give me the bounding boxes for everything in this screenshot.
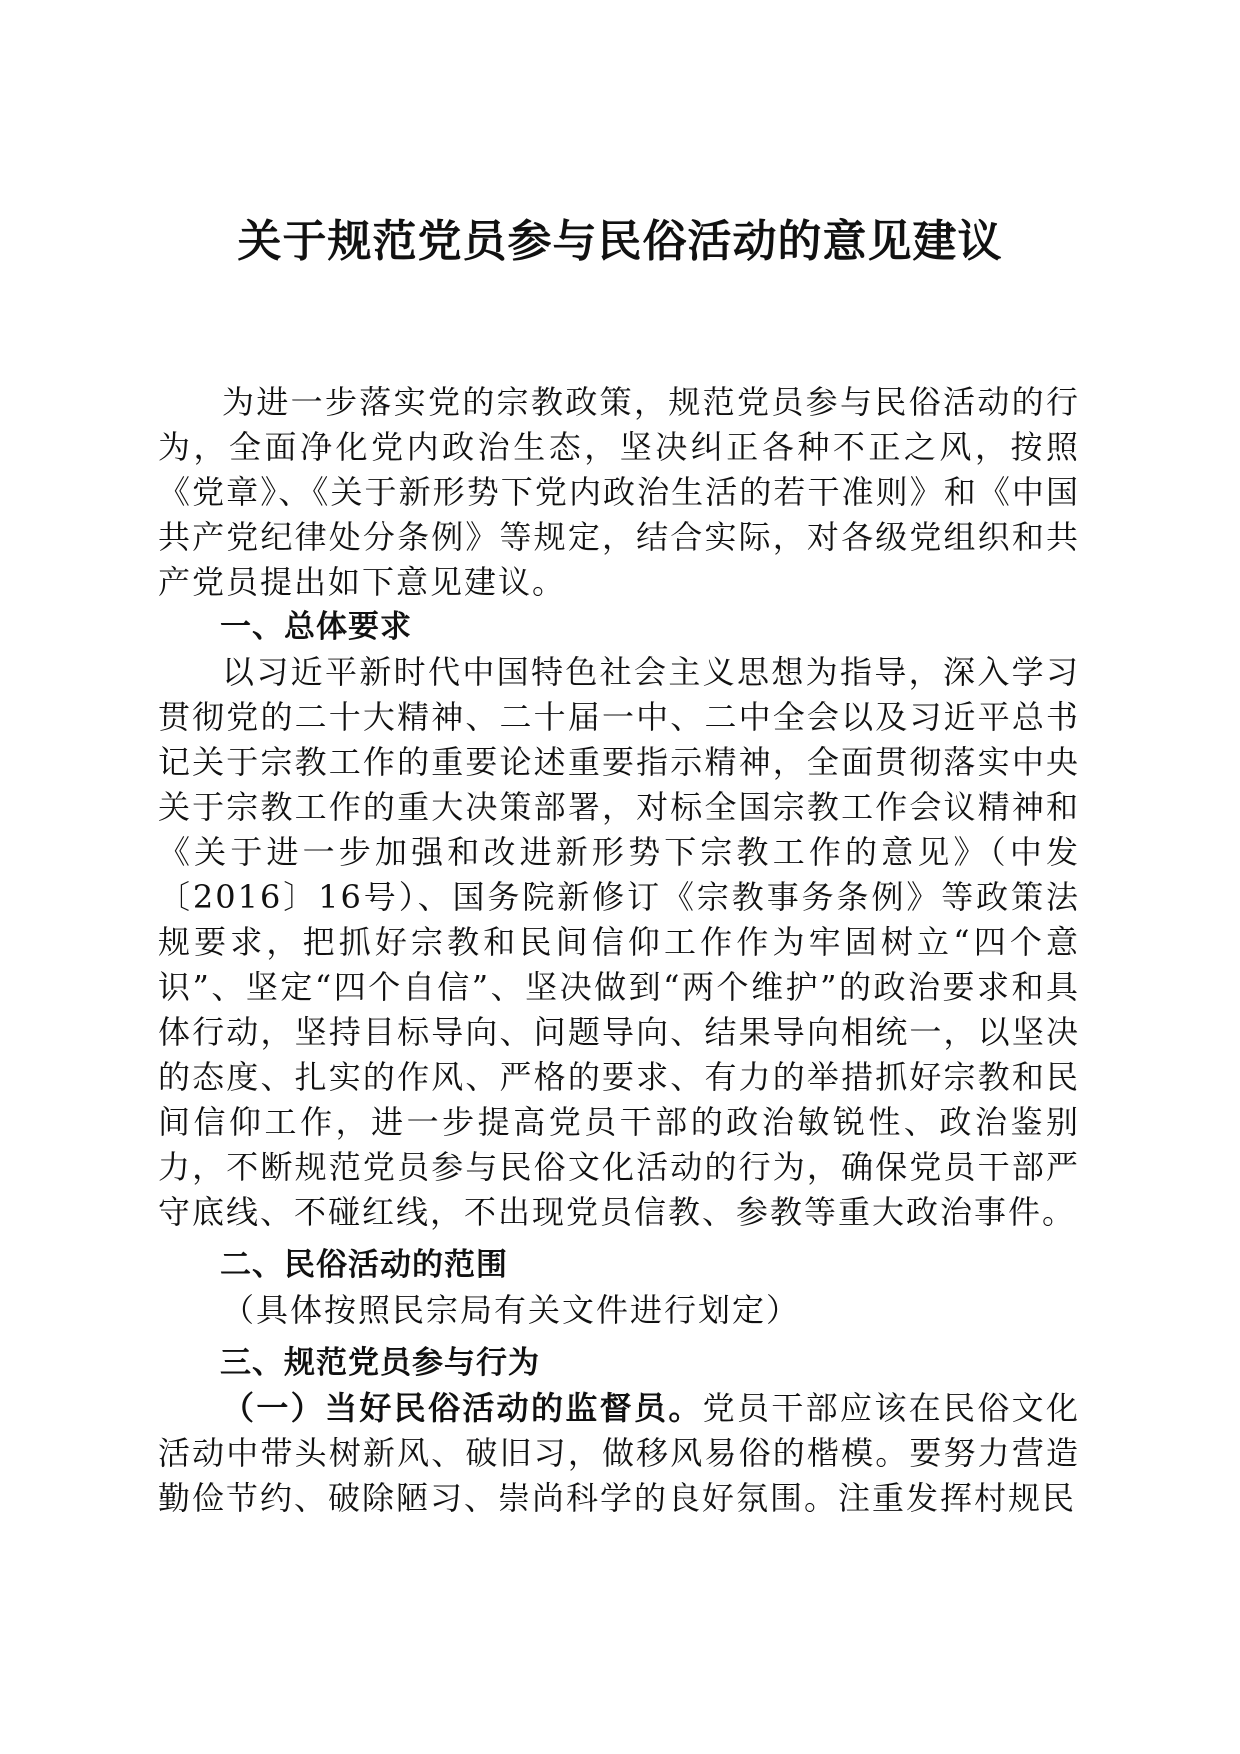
section-heading-member-conduct: 三、规范党员参与行为 xyxy=(220,1345,540,1381)
paragraph-gap xyxy=(158,1235,1080,1243)
section-paragraph-scope: （具体按照民宗局有关文件进行划定） xyxy=(222,1291,801,1329)
section-paragraph-general-requirements: 以习近平新时代中国特色社会主义思想为指导，深入学习贯彻党的二十大精神、二十届一中、二中全会以及习近平总书记关于宗教工作的重要论述重要指示精神，全面贯彻落实中央关于宗教工作的重大决策部署，对标全国宗教工作会议精神和《关于进一步加强和改进新形势下宗教工作的意见》（中发〔2016〕16号）、国务院新修订《宗教事务条例》等政策法规要求，把抓好宗教和民间信仰工作作为牢固树立“四个意识”、坚定“四个自信”、坚决做到“两个维护”的政治要求和具体行动，坚持目标导向、问题导向、结果导向相统一，以坚决的态度、扎实的作风、严格的要求、有力的举措抓好宗教和民间信仰工作，进一步提高党员干部的政治敏锐性、政治鉴别力，不断规范党员参与民俗文化活动的行为，确保党员干部严守底线、不碰红线，不出现党员信教、参教等重大政治事件。 xyxy=(158,653,1080,1231)
item-lead-supervisor: （一）当好民俗活动的监督员。 xyxy=(222,1389,703,1427)
section-heading-scope: 二、民俗活动的范围 xyxy=(220,1247,508,1283)
section-heading-general-requirements: 一、总体要求 xyxy=(220,609,412,645)
section-paragraph-member-conduct xyxy=(158,1386,1080,1521)
document-title: 关于规范党员参与民俗活动的意见建议 xyxy=(237,216,1003,267)
paragraph-gap xyxy=(158,1333,1080,1341)
document-body xyxy=(158,380,1080,1521)
intro-paragraph: 为进一步落实党的宗教政策，规范党员参与民俗活动的行为，全面净化党内政治生态，坚决纠正各种不正之风，按照《党章》、《关于新形势下党内政治生活的若干准则》和《中国共产党纪律处分条例》等规定，结合实际，对各级党组织和共产党员提出如下意见建议。 xyxy=(158,383,1080,601)
item-text-supervisor: 党员干部应该在民俗文化活动中带头树新风、破旧习，做移风易俗的楷模。要努力营造勤俭节约、破除陋习、崇尚科学的良好氛围。注重发挥村规民 xyxy=(158,1389,1080,1517)
